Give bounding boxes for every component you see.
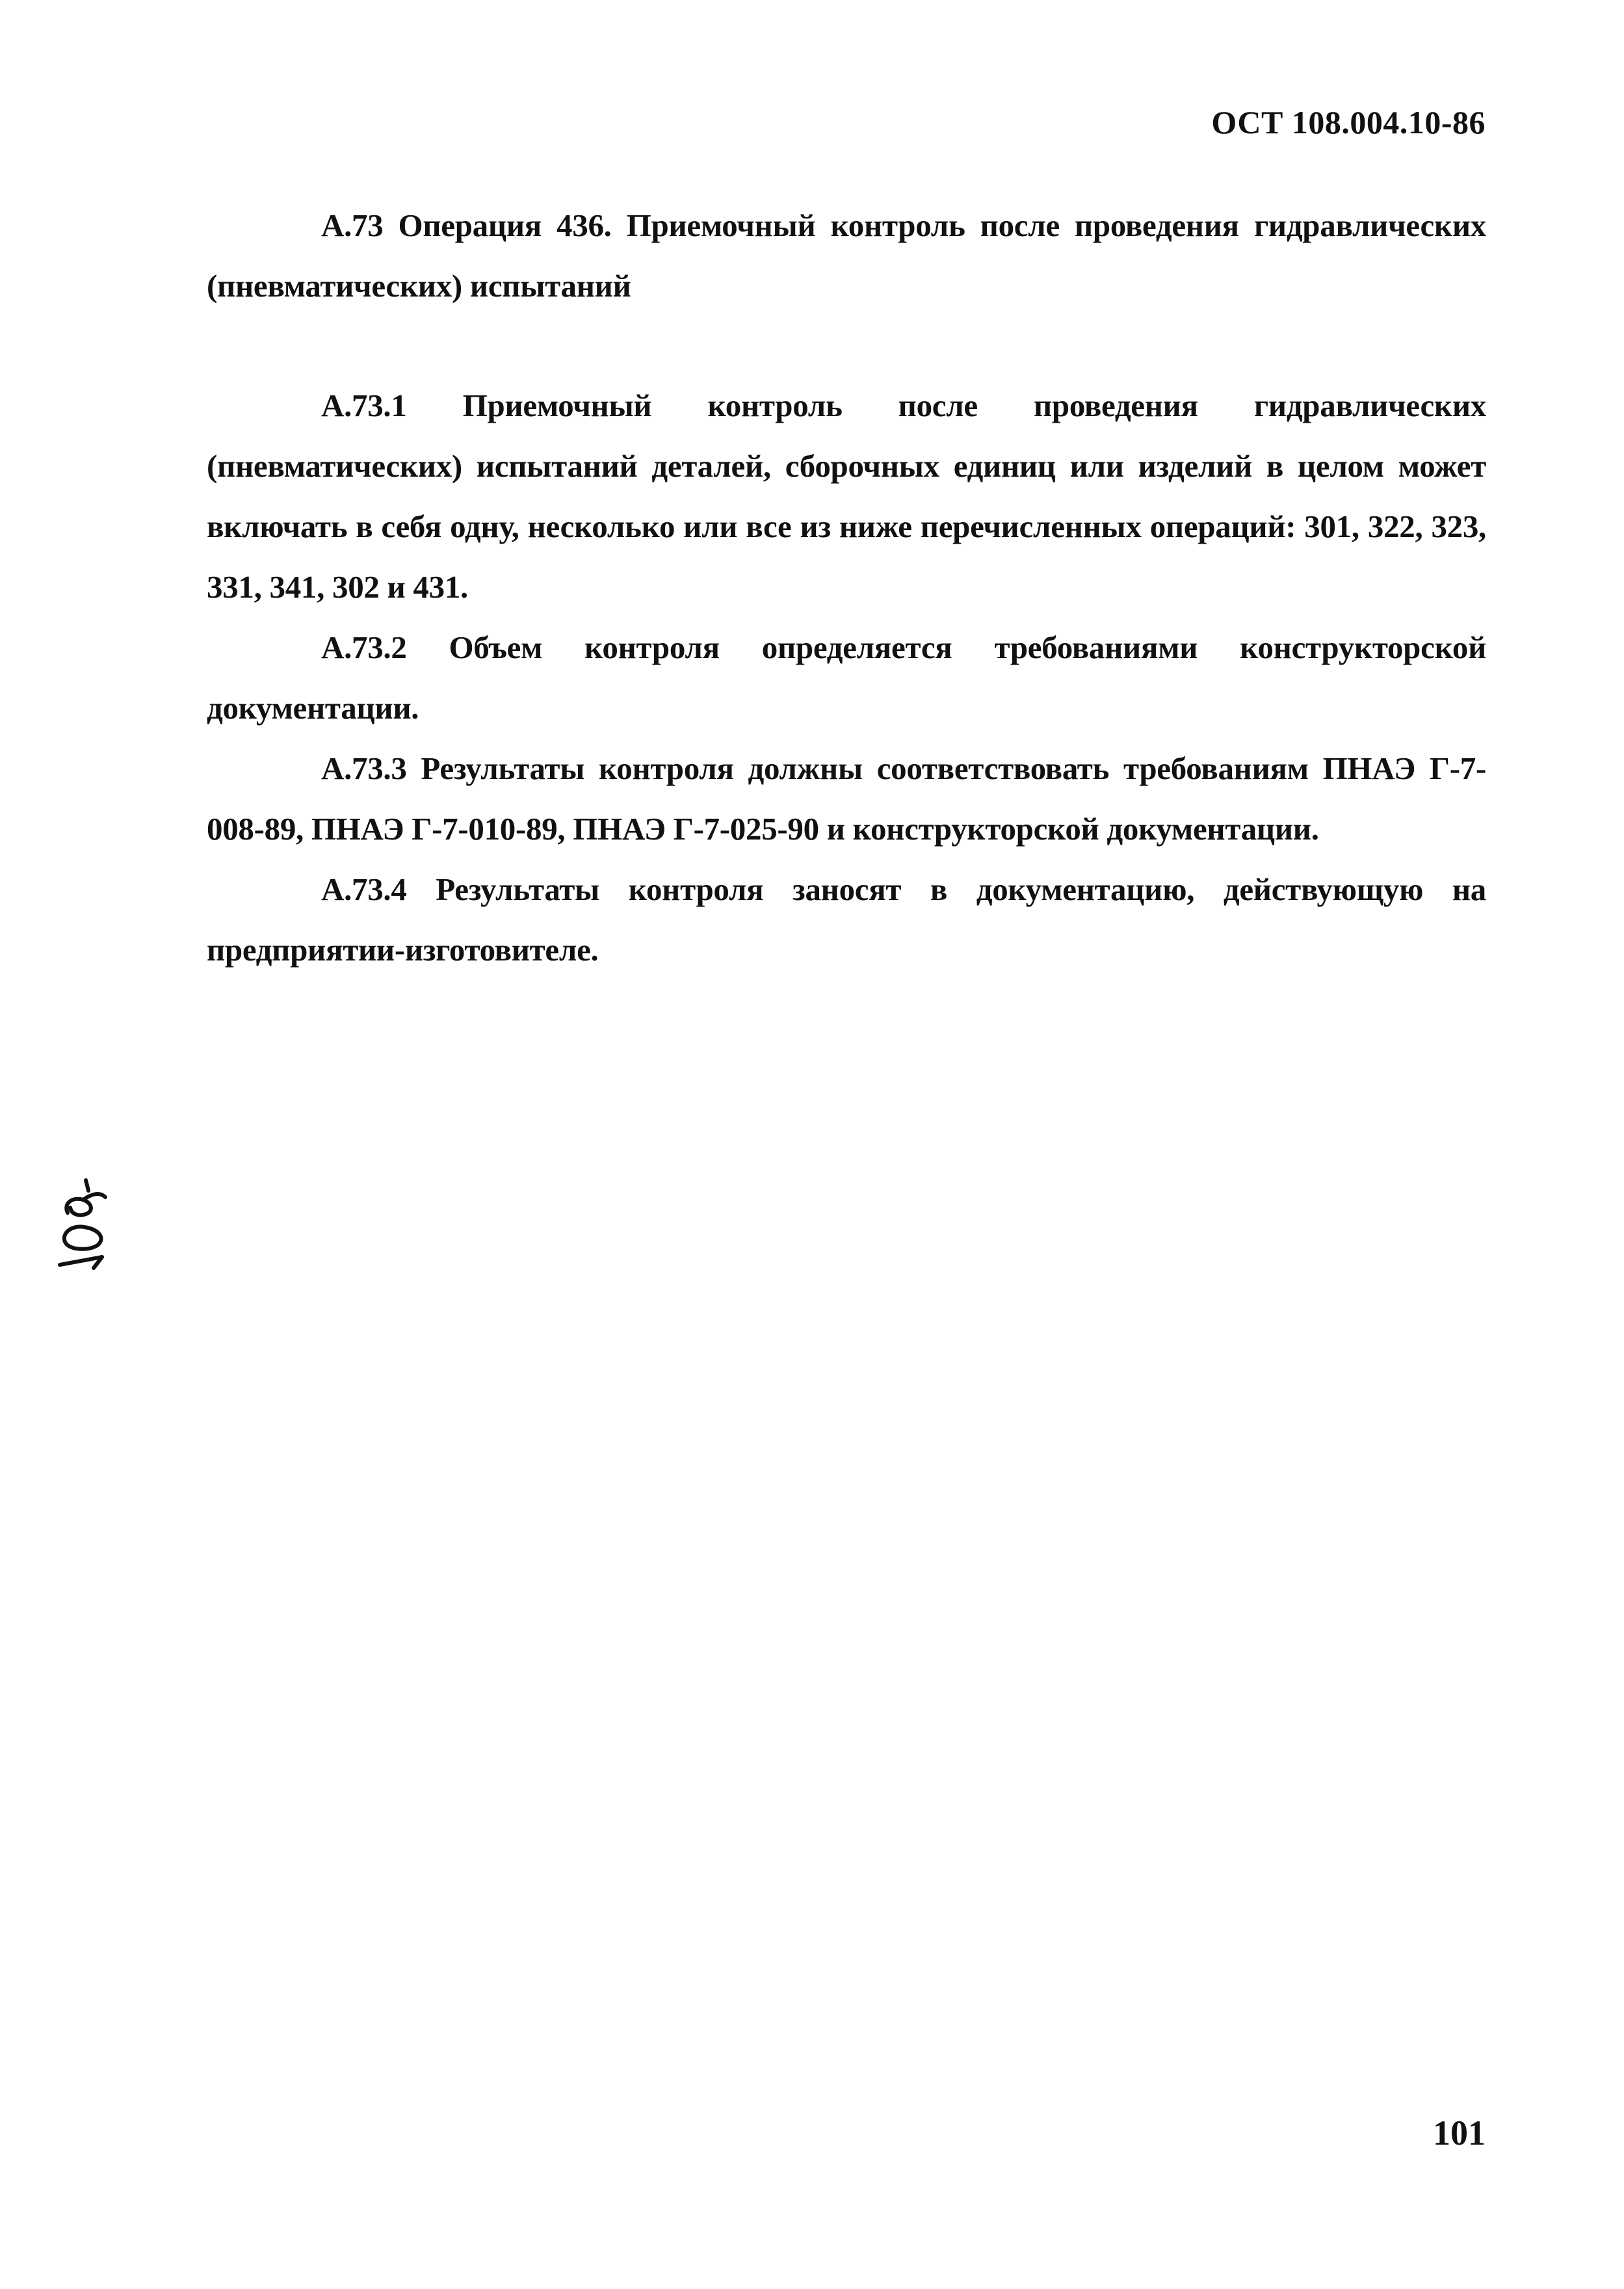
paragraph-a73-1: А.73.1 Приемочный контроль после проведения гидравлических (пневматических) испытаний деталей, сборочных единиц или изделий в целом может включать в себя одну, несколько или все из ниже перечисленных операций: 301, 322, 323, 331, 341, 302 и 431. xyxy=(207,388,1486,605)
page-number: 101 xyxy=(1433,2113,1486,2152)
paragraph-a73-3: А.73.3 Результаты контроля должны соответствовать требованиям ПНАЭ Г-7-008-89, ПНАЭ Г-7-010-89, ПНАЭ Г-7-025-90 и конструкторской документации. xyxy=(207,750,1486,847)
document-code: ОСТ 108.004.10-86 xyxy=(1211,104,1486,140)
paragraph-a73-4: А.73.4 Результаты контроля заносят в документацию, действующую на предприятии-изготовителе. xyxy=(207,871,1486,968)
section-heading: А.73 Операция 436. Приемочный контроль после проведения гидравлических (пневматических) испытаний xyxy=(207,207,1486,304)
handwritten-page-number-icon xyxy=(40,1167,118,1278)
document-body xyxy=(207,195,1486,980)
paragraph-a73-2: А.73.2 Объем контроля определяется требованиями конструкторской документации. xyxy=(207,629,1486,726)
spacer xyxy=(207,316,1486,375)
